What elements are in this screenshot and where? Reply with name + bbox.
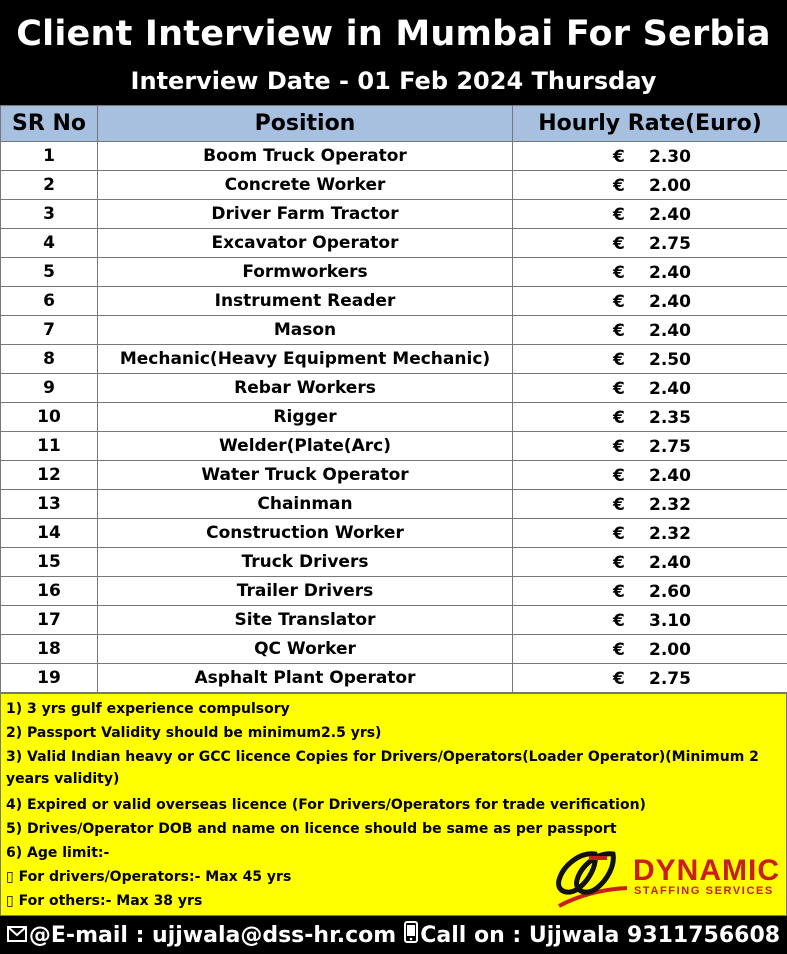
sr-cell: 3 xyxy=(1,200,98,229)
currency-symbol: € xyxy=(613,669,625,689)
position-cell: Trailer Drivers xyxy=(98,577,513,606)
sr-cell: 1 xyxy=(1,142,98,171)
rate-cell xyxy=(513,171,787,200)
rate-cell xyxy=(513,432,787,461)
position-cell: Construction Worker xyxy=(98,519,513,548)
currency-symbol: € xyxy=(613,292,625,312)
rate-value: 3.10 xyxy=(649,611,691,631)
rate-value: 2.40 xyxy=(649,263,691,283)
table-row xyxy=(1,142,787,171)
table-row xyxy=(1,635,787,664)
position-cell: Mechanic(Heavy Equipment Mechanic) xyxy=(98,345,513,374)
position-cell: Instrument Reader xyxy=(98,287,513,316)
sr-cell: 10 xyxy=(1,403,98,432)
rate-value: 2.32 xyxy=(649,524,691,544)
rate-value: 2.35 xyxy=(649,408,691,428)
table-row xyxy=(1,229,787,258)
note-item xyxy=(6,866,291,888)
position-cell: Asphalt Plant Operator xyxy=(98,664,513,693)
currency-symbol: € xyxy=(613,640,625,660)
rate-cell xyxy=(513,403,787,432)
rate-value: 2.75 xyxy=(649,234,691,254)
rate-cell xyxy=(513,374,787,403)
position-cell: Concrete Worker xyxy=(98,171,513,200)
sr-cell: 7 xyxy=(1,316,98,345)
rate-cell xyxy=(513,229,787,258)
position-cell: Site Translator xyxy=(98,606,513,635)
interview-date: Interview Date - 01 Feb 2024 Thursday xyxy=(130,67,657,95)
note-item: 4) Expired or valid overseas licence (For Drivers/Operators for trade verification) xyxy=(6,797,646,813)
table-row xyxy=(1,374,787,403)
sr-cell: 19 xyxy=(1,664,98,693)
positions-table xyxy=(0,105,787,693)
rate-cell xyxy=(513,606,787,635)
rate-cell xyxy=(513,548,787,577)
table-row xyxy=(1,461,787,490)
rate-cell xyxy=(513,519,787,548)
table-row xyxy=(1,432,787,461)
contact-footer xyxy=(0,916,787,954)
currency-symbol: € xyxy=(613,437,625,457)
rate-value: 2.40 xyxy=(649,292,691,312)
currency-symbol: € xyxy=(613,176,625,196)
table-row xyxy=(1,345,787,374)
position-cell: Rebar Workers xyxy=(98,374,513,403)
sr-cell: 15 xyxy=(1,548,98,577)
currency-symbol: € xyxy=(613,524,625,544)
table-row xyxy=(1,664,787,693)
position-cell: Formworkers xyxy=(98,258,513,287)
table-row xyxy=(1,316,787,345)
rate-value: 2.00 xyxy=(649,640,691,660)
rate-cell xyxy=(513,200,787,229)
rate-cell xyxy=(513,316,787,345)
position-cell: QC Worker xyxy=(98,635,513,664)
note-marker: ▯ xyxy=(6,869,14,885)
position-cell: Truck Drivers xyxy=(98,548,513,577)
sr-cell: 18 xyxy=(1,635,98,664)
rate-cell xyxy=(513,287,787,316)
sr-cell: 6 xyxy=(1,287,98,316)
rate-cell xyxy=(513,664,787,693)
position-cell: Excavator Operator xyxy=(98,229,513,258)
logo-tagline: STAFFING SERVICES xyxy=(634,885,774,897)
rate-cell xyxy=(513,345,787,374)
rate-value: 2.40 xyxy=(649,321,691,341)
rate-value: 2.75 xyxy=(649,669,691,689)
email-text: @E-mail : ujjwala@dss-hr.com xyxy=(28,922,397,948)
logo-brand: DYNAMIC xyxy=(633,854,780,887)
sr-cell: 16 xyxy=(1,577,98,606)
note-item xyxy=(6,746,776,790)
table-row xyxy=(1,200,787,229)
column-header-rate: Hourly Rate(Euro) xyxy=(513,106,787,142)
note-item: 5) Drives/Operator DOB and name on licence should be same as per passport xyxy=(6,821,617,837)
table-row xyxy=(1,577,787,606)
rate-value: 2.40 xyxy=(649,466,691,486)
rate-value: 2.60 xyxy=(649,582,691,602)
page-header xyxy=(0,0,787,105)
sr-cell: 8 xyxy=(1,345,98,374)
logo-mark-icon xyxy=(549,848,627,908)
requirements-notes xyxy=(0,693,787,916)
rate-value: 2.75 xyxy=(649,437,691,457)
column-header-sr: SR No xyxy=(1,106,98,142)
note-item: 1) 3 yrs gulf experience compulsory xyxy=(6,701,290,717)
phone-text: Call on : Ujjwala 9311756608 xyxy=(420,922,781,948)
table-row xyxy=(1,490,787,519)
position-cell: Chainman xyxy=(98,490,513,519)
rate-cell xyxy=(513,490,787,519)
note-text: For others:- Max 38 yrs xyxy=(18,893,203,909)
position-cell: Mason xyxy=(98,316,513,345)
note-item: 2) Passport Validity should be minimum2.5 yrs) xyxy=(6,725,382,741)
sr-cell: 17 xyxy=(1,606,98,635)
rate-value: 2.40 xyxy=(649,205,691,225)
table-row xyxy=(1,519,787,548)
currency-symbol: € xyxy=(613,234,625,254)
page-title: Client Interview in Mumbai For Serbia xyxy=(16,14,771,54)
currency-symbol: € xyxy=(613,495,625,515)
note-text: 3) Valid Indian heavy or GCC licence Copies for Drivers/Operators(Loader Operator)(Minimum 2 years validity) xyxy=(6,749,759,787)
currency-symbol: € xyxy=(613,321,625,341)
table-row xyxy=(1,287,787,316)
position-cell: Rigger xyxy=(98,403,513,432)
mobile-phone-icon xyxy=(404,921,418,949)
note-item: 6) Age limit:- xyxy=(6,845,110,861)
currency-symbol: € xyxy=(613,553,625,573)
rate-cell xyxy=(513,461,787,490)
table-header-row xyxy=(1,106,787,142)
currency-symbol: € xyxy=(613,408,625,428)
rate-value: 2.30 xyxy=(649,147,691,167)
rate-cell xyxy=(513,142,787,171)
currency-symbol: € xyxy=(613,147,625,167)
note-item xyxy=(6,890,202,912)
sr-cell: 5 xyxy=(1,258,98,287)
sr-cell: 12 xyxy=(1,461,98,490)
sr-cell: 11 xyxy=(1,432,98,461)
table-row xyxy=(1,403,787,432)
sr-cell: 13 xyxy=(1,490,98,519)
note-marker: ▯ xyxy=(6,893,14,909)
currency-symbol: € xyxy=(613,263,625,283)
currency-symbol: € xyxy=(613,611,625,631)
rate-value: 2.32 xyxy=(649,495,691,515)
column-header-position: Position xyxy=(98,106,513,142)
position-cell: Water Truck Operator xyxy=(98,461,513,490)
sr-cell: 2 xyxy=(1,171,98,200)
currency-symbol: € xyxy=(613,350,625,370)
rate-cell xyxy=(513,577,787,606)
rate-value: 2.50 xyxy=(649,350,691,370)
sr-cell: 4 xyxy=(1,229,98,258)
table-row xyxy=(1,606,787,635)
table-row xyxy=(1,171,787,200)
position-cell: Driver Farm Tractor xyxy=(98,200,513,229)
rate-value: 2.40 xyxy=(649,379,691,399)
note-text: For drivers/Operators:- Max 45 yrs xyxy=(18,869,292,885)
position-cell: Welder(Plate(Arc) xyxy=(98,432,513,461)
rate-cell xyxy=(513,635,787,664)
rate-value: 2.00 xyxy=(649,176,691,196)
table-row xyxy=(1,258,787,287)
dynamic-staffing-logo xyxy=(549,846,785,914)
envelope-icon xyxy=(7,923,27,948)
table-row xyxy=(1,548,787,577)
sr-cell: 9 xyxy=(1,374,98,403)
currency-symbol: € xyxy=(613,379,625,399)
rate-value: 2.40 xyxy=(649,553,691,573)
rate-cell xyxy=(513,258,787,287)
position-cell: Boom Truck Operator xyxy=(98,142,513,171)
sr-cell: 14 xyxy=(1,519,98,548)
currency-symbol: € xyxy=(613,205,625,225)
currency-symbol: € xyxy=(613,466,625,486)
currency-symbol: € xyxy=(613,582,625,602)
